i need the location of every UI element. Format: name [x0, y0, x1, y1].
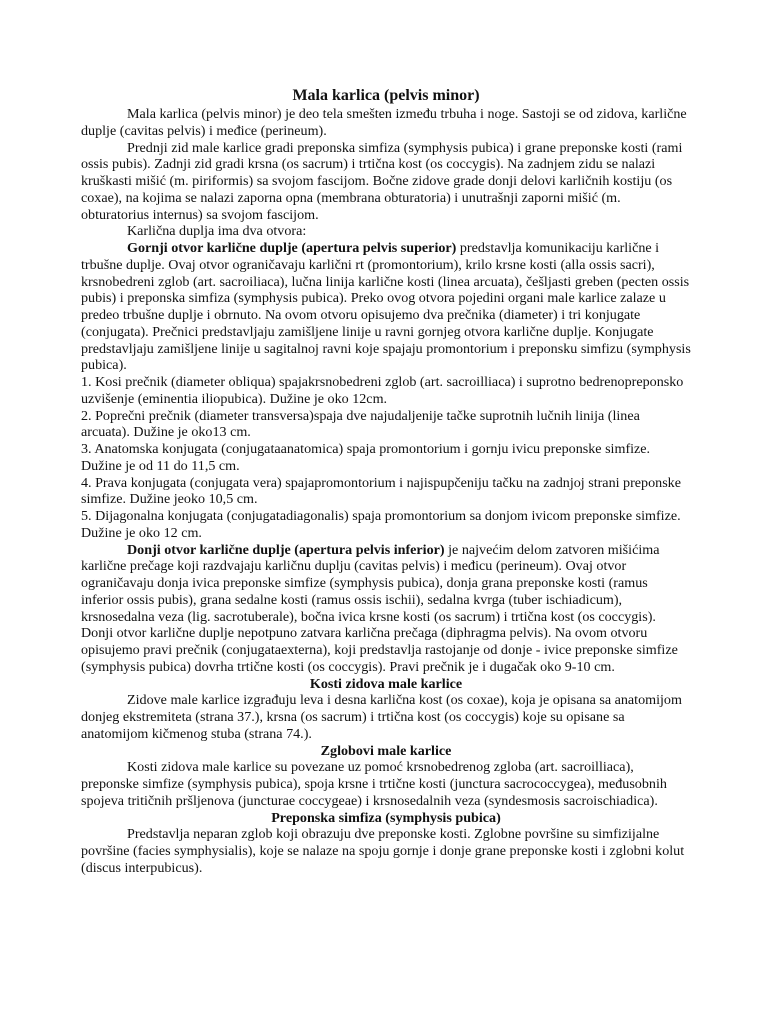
section-heading-symphysis: Preponska simfiza (symphysis pubica)	[271, 809, 501, 826]
upper-opening-paragraph	[81, 240, 691, 374]
upper-opening-text: predstavlja komunikaciju karlične i trbušne duplje. Ovaj otvor ograničavaju karlični rt (promontorium), krilo krsne kosti (alla ossis sacri), krsnobedreni zglob (art. sacroiliaca), lučna linija karlične kosti (linea arcuata), češljasti greben (pecten ossis pubis) i preponska simfiza (symphysis pubica). Preko ovog otvora pojedini organi male karlice zalaze u predeo trbušne duplje i obrnuto. Na ovom otvoru opisujemo dva prečnika (diameter) i tri konjugate (conjugata). Prečnici predstavljaju zamišljene linije u ravni gornjeg otvora karlične duplje. Konjugate predstavljaju zamišljene linije u sagitalnoj ravni koje spajaju promontorium i preponsku simfizu (symphysis pubica).	[81, 240, 691, 374]
joints-paragraph: Kosti zidova male karlice su povezane uz pomoć krsnobedrenog zgloba (art. sacroilliaca), preponske simfize (symphysis pubica), spoja krsne i trtične kosti (junctura sacrococcygea), međusobnih spojeva tritičnih pršljenova (juncturae coccygeae) i krsnosedalnih veza (syndesmosis sacroischiadica).	[81, 759, 667, 809]
lower-opening-paragraph	[81, 542, 691, 676]
document-page	[81, 86, 691, 877]
intro-paragraph: Mala karlica (pelvis minor) je deo tela smešten između trbuha i noge. Sastoji se od zidova, karlične duplje (cavitas pelvis) i međice (perineum).	[81, 106, 687, 139]
section-heading-joints: Zglobovi male karlice	[320, 742, 452, 759]
upper-opening-title: Gornji otvor karlične duplje (apertura pelvis superior)	[127, 240, 457, 256]
walls-paragraph: Prednji zid male karlice gradi preponska simfiza (symphysis pubica) i grane preponske kosti (rami ossis pubis). Zadnji zid gradi krsna (os sacrum) i trtična kost (os coccygis). Na zadnjem zidu se nalazi kruškasti mišić (m. piriformis) sa svojom fascijom. Bočne zidove grade donji delovi karličnih kostiju (os coxae), na kojima se nalazi zaporna opna (membrana obturatoria) i unutrašnji zaporni mišić (m. obturatorius internus) sa svojom fascijom.	[81, 139, 683, 223]
list-item: 3. Anatomska konjugata (conjugataanatomica) spaja promontorium i gornju ivicu preponske simfize. Dužine je od 11 do 11,5 cm.	[81, 441, 651, 474]
list-item: 2. Poprečni prečnik (diameter transversa)spaja dve najudaljenije tačke suprotnih lučnih linija (linea arcuata). Dužine je oko13 cm.	[81, 407, 640, 441]
openings-intro: Karlična duplja ima dva otvora:	[127, 223, 307, 240]
document-title: Mala karlica (pelvis minor)	[292, 87, 480, 104]
list-item: 5. Dijagonalna konjugata (conjugatadiagonalis) spaja promontorium sa donjom ivicom preponske simfize. Dužine je oko 12 cm.	[81, 508, 681, 541]
lower-opening-title: Donji otvor karlične duplje (apertura pelvis inferior)	[127, 541, 445, 558]
lower-opening-text: je najvećim delom zatvoren mišićima karlične prečage koji razdvajaju karličnu duplju (cavitas pelvis) i međicu (perineum). Ovaj otvor ograničavaju donja ivica preponske simfize (symphysis pubica), donja grana preponske kosti (ramus inferior ossis pubis), grana sedalne kosti (ramus ossis ischii), sedalna kvrga (tuber ischiadicum), krsnosedalna veza (lig. sacrotuberale), bočna ivica krsne kosti (os sacrum) i trtična kost (os coccygis). Donji otvor karlične duplje nepotpuno zatvara karlična prečaga (diphragma pelvis). Na ovom otvoru opisujemo pravi prečnik (conjugataexterna), koji predstavlja rastojanje od donje - ivice preponske simfize (symphysis pubica) dovrha trtične kosti (os coccygis). Pravi prečnik je i dugačak oko 9-10 cm.	[81, 541, 678, 675]
section-heading-bones: Kosti zidova male karlice	[309, 675, 463, 692]
symphysis-paragraph: Predstavlja neparan zglob koji obrazuju dve preponske kosti. Zglobne površine su simfizijalne površine (facies symphysialis), koje se nalaze na spoju gornje i donje grane preponske kosti i zglobni kolut (discus interpubicus).	[81, 826, 685, 876]
list-item: 4. Prava konjugata (conjugata vera) spajapromontorium i najispupčeniju tačku na zadnjoj strani preponske simfize. Dužine jeoko 10,5 cm.	[81, 474, 681, 508]
bones-paragraph: Zidove male karlice izgrađuju leva i desna karlična kost (os coxae), koja je opisana sa anatomijom donjeg ekstremiteta (strana 37.), krsna (os sacrum) i trtična kost (os coccygis) koje su opisane sa anatomijom kičmenog stuba (strana 74.).	[81, 692, 682, 742]
list-item: 1. Kosi prečnik (diameter obliqua) spajakrsnobedreni zglob (art. sacroilliaca) i suprotno bedrenopreponsko uzvišenje (eminentia iliopubica). Dužine je oko 12cm.	[81, 374, 684, 407]
